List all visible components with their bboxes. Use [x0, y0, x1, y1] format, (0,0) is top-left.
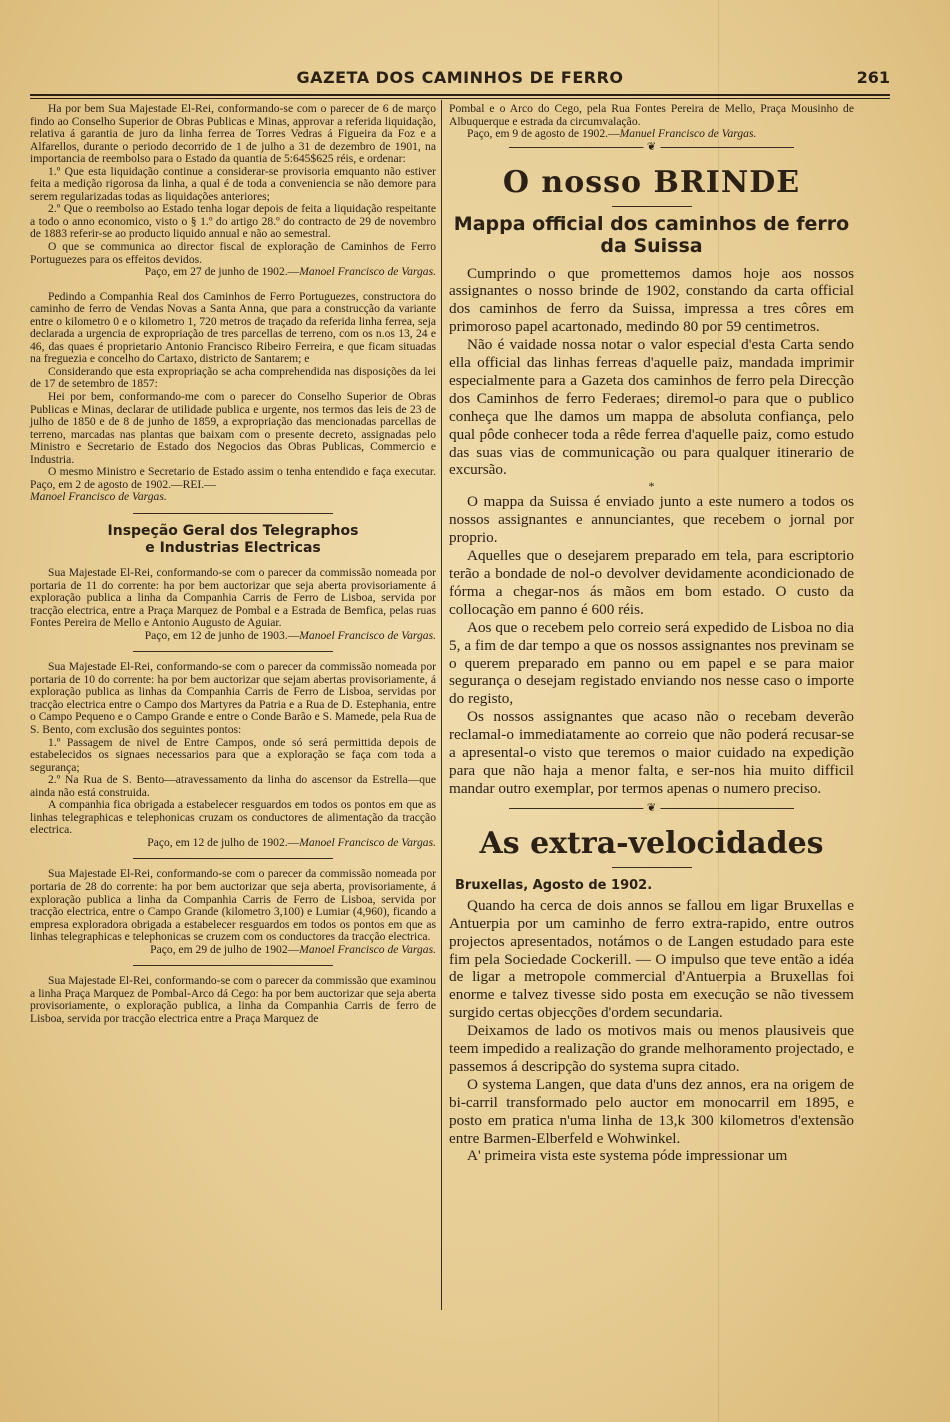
- left-column: [30, 103, 436, 1025]
- section-heading: Inspeção Geral dos Telegraphos e Industrias Electricas: [107, 522, 359, 556]
- journal-title: GAZETA DOS CAMINHOS DE FERRO: [296, 68, 624, 87]
- paragraph: Quando ha cerca de dois annos se fallou em ligar Bruxellas e Antuerpia por um caminho de ferro extra-rapido, entre outros projectos apresentados, notámos o de Langen estudado para este fim pela Sociedade Cockerill. — O impulso que teve então a idéa de ligar a metropole commercial d'Antuerpia a Bruxellas foi enorme e talvez tivesse sido posta em execução se não tivessem surgido certas objecções d'ordem secundaria.: [449, 896, 854, 1022]
- brinde-article: [449, 265, 854, 798]
- paragraph: A' primeira vista este systema póde impressionar um: [467, 1147, 788, 1165]
- paragraph: O mappa da Suissa é enviado junto a este numero a todos os nossos assignantes e annunciantes, que recebem o jornal por proprio.: [449, 493, 854, 547]
- column-divider: [441, 100, 442, 1310]
- paragraph: O systema Langen, que data d'uns dez annos, era na origem de bi-carril transformado pelo auctor em monocarril em 1895, e posto em pratica n'uma linha de 13,k 300 kilometros d'extensão entre Barmen-Elberfeld e Wohwinkel.: [449, 1075, 854, 1147]
- signature: Manoel Francisco de Vargas.: [30, 490, 167, 504]
- continued-decree: Pombal e o Arco do Cego, pela Rua Fontes Pereira de Mello, Praça Mousinho de Albuquerque e estrada da circumvalação. Paço, em 9 de agosto de 1902.—Manuel Francisco de Vargas.: [449, 102, 854, 140]
- paragraph: O mesmo Ministro e Secretario de Estado assim o tenha entendido e faça executar. Paço, em 2 de agosto de 1902.—REI.—: [30, 465, 436, 491]
- separator-rule: [612, 206, 692, 207]
- ornament-icon: ❦: [643, 802, 660, 814]
- paragraph: 2.º Que o reembolso ao Estado tenha logar depois de feita a liquidação respeitante a todo o anno economico, visto o § 1.º do artigo 28.º do contracto de 29 de novembro de 1883 referir-se ao producto liquido annual e não ao semestral.: [30, 202, 436, 241]
- paragraph: Aos que o recebem pelo correio será expedido de Lisboa no dia 5, a fim de dar tempo a que os nossos assignantes nos previnam se o querem preparado em panno ou em papel e se para maior segurança o desejam registado enviando nos nesse caso o importe do registo,: [449, 618, 854, 708]
- signature-line: Paço, em 29 de julho de 1902—Manoel Francisco de Vargas.: [150, 942, 436, 956]
- asterism: *: [648, 479, 655, 494]
- paragraph: 1.º Que esta liquidação continue a considerar-se provisoria emquanto não estiver feita a medição rigorosa da linha, a qual é de toda a conveniencia se não demore para serem regularizadas todas as liquidações anteriores;: [30, 164, 436, 203]
- separator-rule: [133, 513, 333, 514]
- paragraph: Cumprindo o que promettemos damos hoje aos nossos assignantes o nosso brinde de 1902, constando da carta official dos caminhos de ferro da Suissa, impressa a tres côres em primoroso papel acartonado, medindo 80 por 59 centimetros.: [449, 264, 854, 336]
- paragraph: Sua Majestade El-Rei, conformando-se com o parecer da commissão nomeada por portaria de 11 do corrente: ha por bem auctorizar que seja aberta provisoriamente á exploração publica a linha da Companhia Carris de Ferro de Lisboa, servida por tracção electrica, entre a Praça Marquez de Pombal e a Estrada de Bemfica, pelas ruas Fontes Pereira de Mello e Antonio Augusto de Aguiar.: [30, 565, 436, 630]
- paragraph: Ha por bem Sua Majestade El-Rei, conformando-se com o parecer de 6 de março findo ao Conselho Superior de Obras Publicas e Minas, approvar a referida liquidação, relativa á garantia de juro da linha ferrea de Torres Vedras á Figueira da Foz e a Alfarellos, durante o periodo decorrido de 1 de julho a 31 de dezembro de 1901, na importancia de reembolso para o Estado da quantia de 5:645$625 réis, e ordenar:: [30, 102, 436, 166]
- paragraph: Sua Majestade El-Rei, conformando-se com o parecer da commissão nomeada por portaria de 28 do corrente: ha por bem auctorizar que seja aberta, provisoriamente, á exploração publica a linha da Companhia Carris de Ferro de Lisboa, servida por tracção electrica, entre o Campo Grande (kilometro 3,100) e Lumiar (4,960), ficando a empresa exploradora obrigada a estabelecer resguardos em todos os pontos em que as linhas telegraphicas e telephonicas se cruzem com os conductores da tracção electrica.: [30, 867, 436, 944]
- paragraph: A companhia fica obrigada a estabelecer resguardos em todos os pontos em que as linhas telegraphicas e telephonicas cruzam os conductores de alimentação da tracção electrica.: [30, 798, 436, 837]
- brinde-heading: O nosso BRINDE: [502, 164, 801, 200]
- ornament-icon: ❦: [643, 141, 660, 153]
- paragraph: Sua Majestade El-Rei, conformando-se com o parecer da commissão nomeada por portaria de 10 do corrente: ha por bem auctorizar que sejam abertas provisoriamente, á exploração publica as linhas da Companhia Carris de Ferro de Lisboa, servidas por tracção electrica entre o Campo dos Martyres da Patria e a Rua de D. Estephania, entre o Campo Pequeno e o Campo Grande e entre o Conde Barão e S. Mamede, pela Rua de S. Bento, com exclusão dos seguintes pontos:: [30, 660, 436, 736]
- paragraph: Aquelles que o desejarem preparado em tela, para escriptorio terão a bondade de nol-o devolver devidamente acondicionado de fórma a chegar-nos ás mãos em bom estado. O custo da collocação em panno é 600 réis.: [449, 547, 854, 618]
- header-rule: [30, 94, 890, 96]
- paragraph: Pedindo a Companhia Real dos Caminhos de Ferro Portuguezes, constructora do caminho de ferro de Vendas Novas a Santa Anna, que para a construcção da variante entre o kilometro 0 e o kilometro 1, 720 metros de traçado da referida linha ferrea, seja declarada a urgencia de expropriação de tres parcellas de terreno, com os n.os 13, 24 e 46, das quaes é proprietario Antonio Francisco Ribeiro Ferreira, e que ficam situadas na freguezia e concelho do Cartaxo, districto de Santarem; e: [30, 289, 436, 366]
- paragraph: Sua Majestade El-Rei, conformando-se com o parecer da commissão que examinou a linha Praça Marquez de Pombal-Arco dá Cego: ha por bem auctorizar que seja aberta provisoriamente, o exploração publica, a linha da Companhia Carris de ferro de Lisboa, servida por tracção electrica entre a Praça Marquez de: [30, 974, 436, 1025]
- ornament-divider: [509, 140, 794, 160]
- extra-velocidades-heading: As extra-velocidades: [479, 825, 824, 861]
- paragraph: O que se communica ao director fiscal de exploração de Caminhos de Ferro Portuguezes para os effeitos devidos.: [30, 240, 436, 266]
- paragraph: Deixamos de lado os motivos mais ou menos plausiveis que teem impedido a realização do grande melhoramento projectado, e passemos á descripção do systema supra citado.: [449, 1022, 854, 1075]
- right-column: [449, 103, 854, 1165]
- separator-rule: [612, 867, 692, 868]
- ornament-divider: [509, 801, 794, 821]
- signature-line: Paço, em 27 de junho de 1902.—Manoel Francisco de Vargas.: [144, 265, 436, 279]
- header-rule-thin: [30, 98, 890, 99]
- separator-rule: [133, 858, 333, 859]
- extra-article: [449, 897, 854, 1166]
- separator-rule: [133, 965, 333, 966]
- signature-line: Paço, em 12 de julho de 1902.—Manoel Francisco de Vargas.: [147, 835, 436, 849]
- paragraph: 2.º Na Rua de S. Bento—atravessamento da linha do ascensor da Estrella—que ainda não está construida.: [30, 773, 436, 799]
- paragraph: Hei por bem, conformando-me com o parecer do Conselho Superior de Obras Publicas e Minas, declarar de utilidade publica e urgente, nos termos das leis de 23 de julho de 1850 e de 8 de junho de 1859, a expropriação das mencionadas parcellas de terreno, marcadas nas plantas que baixam com o presente decreto, assignadas pelo Ministro e Secretario de Estado dos Negocios das Obras Publicas, Commercio e Industria.: [30, 390, 436, 466]
- page-header: [30, 68, 890, 90]
- page-number: 261: [856, 68, 890, 87]
- paragraph: Os nossos assignantes que acaso não o recebam deverão reclamal-o immediatamente ao correio que não poderá recusar-se a apresental-o visto que teremos o maior cuidado na expedição para que não haja a menor falta, e ser-nos hia muito difficil mandar outro exemplar, por termos apenas o numero preciso.: [449, 708, 854, 797]
- paragraph: Não é vaidade nossa notar o valor especial d'esta Carta sendo ella official das linhas ferreas d'aquelle paiz, mandada imprimir especialmente para a Gazeta dos caminhos de ferro pela Direcção dos Caminhos de ferro Federaes; diremol-o para que o publico conheça que lhe damos um mappa de absoluta confiança, pelo qual pôde conhecer toda a rêde ferrea d'aquelle paiz, como estudo das suas vias de communicação ou para qualquer itinerario de excursão.: [449, 336, 854, 479]
- paragraph: 1.º Passagem de nivel de Entre Campos, onde só será permittida depois de estabelecidos os signaes necessarios para que a exploração se faça com toda a segurança;: [30, 735, 436, 774]
- dateline: Bruxellas, Agosto de 1902.: [455, 877, 653, 893]
- paragraph: Considerando que esta expropriação se acha comprehendida nas disposições da lei de 17 de setembro de 1857:: [30, 364, 436, 391]
- mappa-heading: Mappa official dos caminhos de ferro da Suissa: [453, 212, 850, 257]
- signature-line: Paço, em 12 de junho de 1903.—Manoel Francisco de Vargas.: [144, 628, 436, 642]
- separator-rule: [133, 651, 333, 652]
